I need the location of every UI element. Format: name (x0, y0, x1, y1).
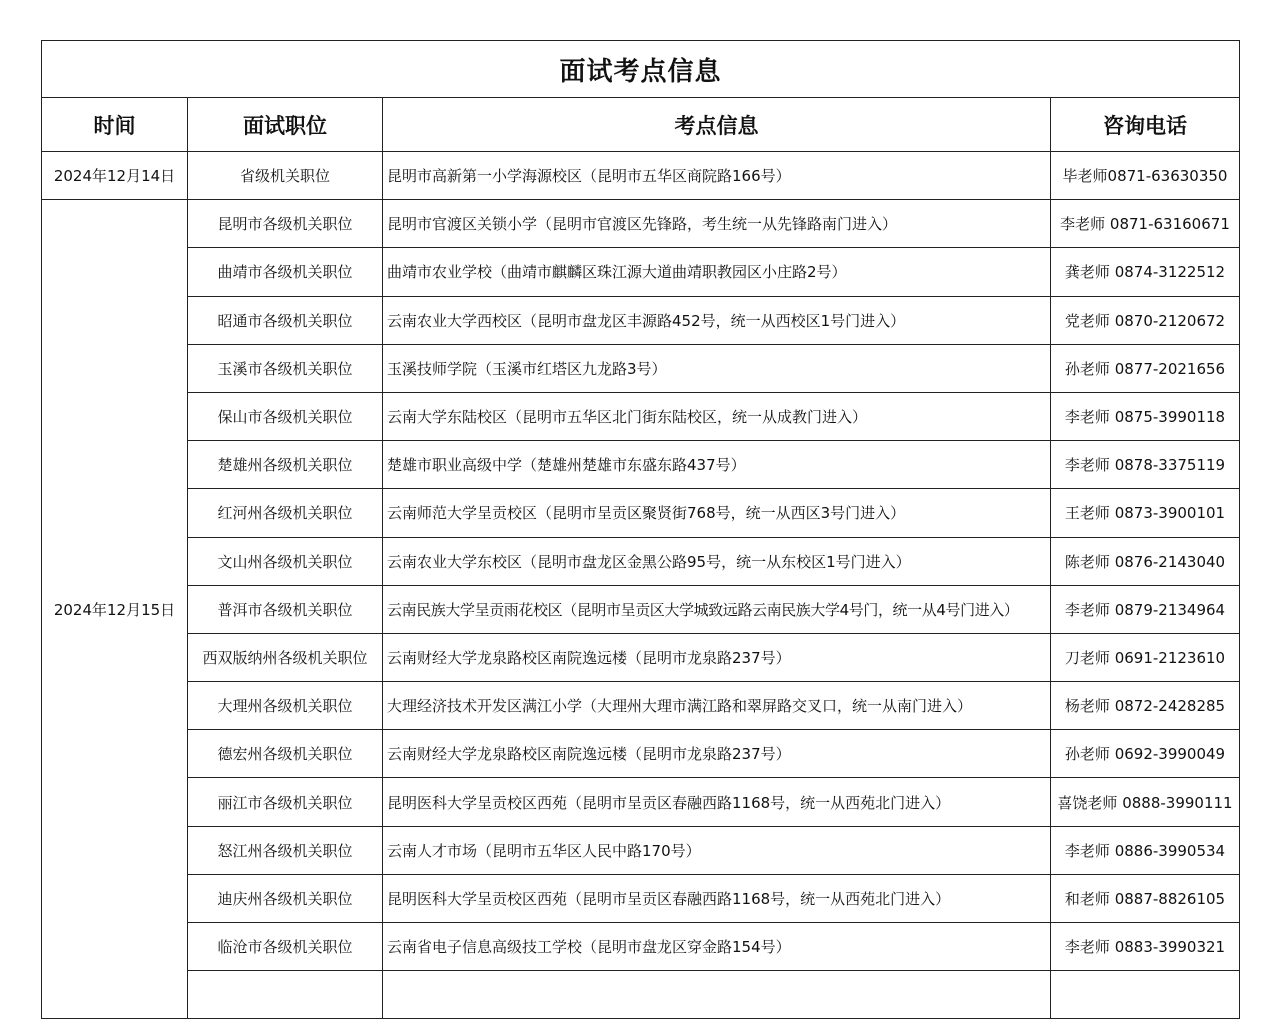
table-row (42, 200, 1240, 248)
row-phone: 刀老师 0691-2123610 (1051, 633, 1240, 681)
row-phone: 毕老师0871-63630350 (1051, 152, 1240, 200)
row-site: 云南省电子信息高级技工学校（昆明市盘龙区穿金路154号） (383, 923, 1051, 971)
header-position: 面试职位 (188, 98, 383, 152)
row-phone: 孙老师 0692-3990049 (1051, 730, 1240, 778)
row-site: 大理经济技术开发区满江小学（大理州大理市满江路和翠屏路交叉口，统一从南门进入） (383, 682, 1051, 730)
table-row (42, 585, 1240, 633)
row-position: 楚雄州各级机关职位 (188, 441, 383, 489)
row-position: 大理州各级机关职位 (188, 682, 383, 730)
table-row (42, 152, 1240, 200)
table-row (42, 633, 1240, 681)
row-position: 普洱市各级机关职位 (188, 585, 383, 633)
row-site: 昆明市官渡区关锁小学（昆明市官渡区先锋路，考生统一从先锋路南门进入） (383, 200, 1051, 248)
title-row (42, 41, 1240, 98)
row-position: 德宏州各级机关职位 (188, 730, 383, 778)
row-site: 玉溪技师学院（玉溪市红塔区九龙路3号） (383, 344, 1051, 392)
row-site: 昆明医科大学呈贡校区西苑（昆明市呈贡区春融西路1168号，统一从西苑北门进入） (383, 874, 1051, 922)
row-position: 文山州各级机关职位 (188, 537, 383, 585)
table-row (42, 923, 1240, 971)
row-phone: 李老师 0878-3375119 (1051, 441, 1240, 489)
row-position: 临沧市各级机关职位 (188, 923, 383, 971)
row-position: 红河州各级机关职位 (188, 489, 383, 537)
header-phone: 咨询电话 (1051, 98, 1240, 152)
row-site: 云南农业大学西校区（昆明市盘龙区丰源路452号，统一从西校区1号门进入） (383, 296, 1051, 344)
row-position: 昭通市各级机关职位 (188, 296, 383, 344)
row-position (188, 971, 383, 1019)
row-position: 丽江市各级机关职位 (188, 778, 383, 826)
row-site: 昆明医科大学呈贡校区西苑（昆明市呈贡区春融西路1168号，统一从西苑北门进入） (383, 778, 1051, 826)
row-phone: 杨老师 0872-2428285 (1051, 682, 1240, 730)
table-row (42, 489, 1240, 537)
row-site: 楚雄市职业高级中学（楚雄州楚雄市东盛东路437号） (383, 441, 1051, 489)
interview-sites-sheet (41, 40, 1239, 1019)
interview-sites-table (41, 40, 1240, 1019)
row-phone: 孙老师 0877-2021656 (1051, 344, 1240, 392)
row-site: 云南财经大学龙泉路校区南院逸远楼（昆明市龙泉路237号） (383, 730, 1051, 778)
header-site: 考点信息 (383, 98, 1051, 152)
row-site: 昆明市高新第一小学海源校区（昆明市五华区商院路166号） (383, 152, 1051, 200)
row-date: 2024年12月14日 (42, 152, 188, 200)
table-row (42, 344, 1240, 392)
table-row (42, 971, 1240, 1019)
row-phone: 和老师 0887-8826105 (1051, 874, 1240, 922)
table-row (42, 682, 1240, 730)
row-phone: 李老师 0886-3990534 (1051, 826, 1240, 874)
row-phone: 龚老师 0874-3122512 (1051, 248, 1240, 296)
table-title: 面试考点信息 (42, 41, 1240, 98)
row-position: 保山市各级机关职位 (188, 392, 383, 440)
row-site: 云南民族大学呈贡雨花校区（昆明市呈贡区大学城致远路云南民族大学4号门，统一从4号门进入） (383, 585, 1051, 633)
row-phone (1051, 971, 1240, 1019)
table-row (42, 826, 1240, 874)
row-phone: 王老师 0873-3900101 (1051, 489, 1240, 537)
row-site: 云南人才市场（昆明市五华区人民中路170号） (383, 826, 1051, 874)
row-phone: 李老师 0883-3990321 (1051, 923, 1240, 971)
row-phone: 李老师 0875-3990118 (1051, 392, 1240, 440)
table-row (42, 778, 1240, 826)
row-phone: 李老师 0871-63160671 (1051, 200, 1240, 248)
table-row (42, 537, 1240, 585)
row-site: 云南财经大学龙泉路校区南院逸远楼（昆明市龙泉路237号） (383, 633, 1051, 681)
row-position: 玉溪市各级机关职位 (188, 344, 383, 392)
row-phone: 喜饶老师 0888-3990111 (1051, 778, 1240, 826)
row-phone: 党老师 0870-2120672 (1051, 296, 1240, 344)
table-row (42, 730, 1240, 778)
table-row (42, 392, 1240, 440)
row-position: 怒江州各级机关职位 (188, 826, 383, 874)
row-site: 云南大学东陆校区（昆明市五华区北门街东陆校区，统一从成教门进入） (383, 392, 1051, 440)
table-row (42, 874, 1240, 922)
table-row (42, 441, 1240, 489)
table-row (42, 248, 1240, 296)
row-position: 迪庆州各级机关职位 (188, 874, 383, 922)
header-row (42, 98, 1240, 152)
row-position: 西双版纳州各级机关职位 (188, 633, 383, 681)
row-date: 2024年12月15日 (42, 200, 188, 1019)
row-position: 曲靖市各级机关职位 (188, 248, 383, 296)
row-phone: 李老师 0879-2134964 (1051, 585, 1240, 633)
row-phone: 陈老师 0876-2143040 (1051, 537, 1240, 585)
row-position: 昆明市各级机关职位 (188, 200, 383, 248)
row-site (383, 971, 1051, 1019)
row-site: 曲靖市农业学校（曲靖市麒麟区珠江源大道曲靖职教园区小庄路2号） (383, 248, 1051, 296)
row-position: 省级机关职位 (188, 152, 383, 200)
header-time: 时间 (42, 98, 188, 152)
row-site: 云南农业大学东校区（昆明市盘龙区金黑公路95号，统一从东校区1号门进入） (383, 537, 1051, 585)
table-row (42, 296, 1240, 344)
row-site: 云南师范大学呈贡校区（昆明市呈贡区聚贤街768号，统一从西区3号门进入） (383, 489, 1051, 537)
